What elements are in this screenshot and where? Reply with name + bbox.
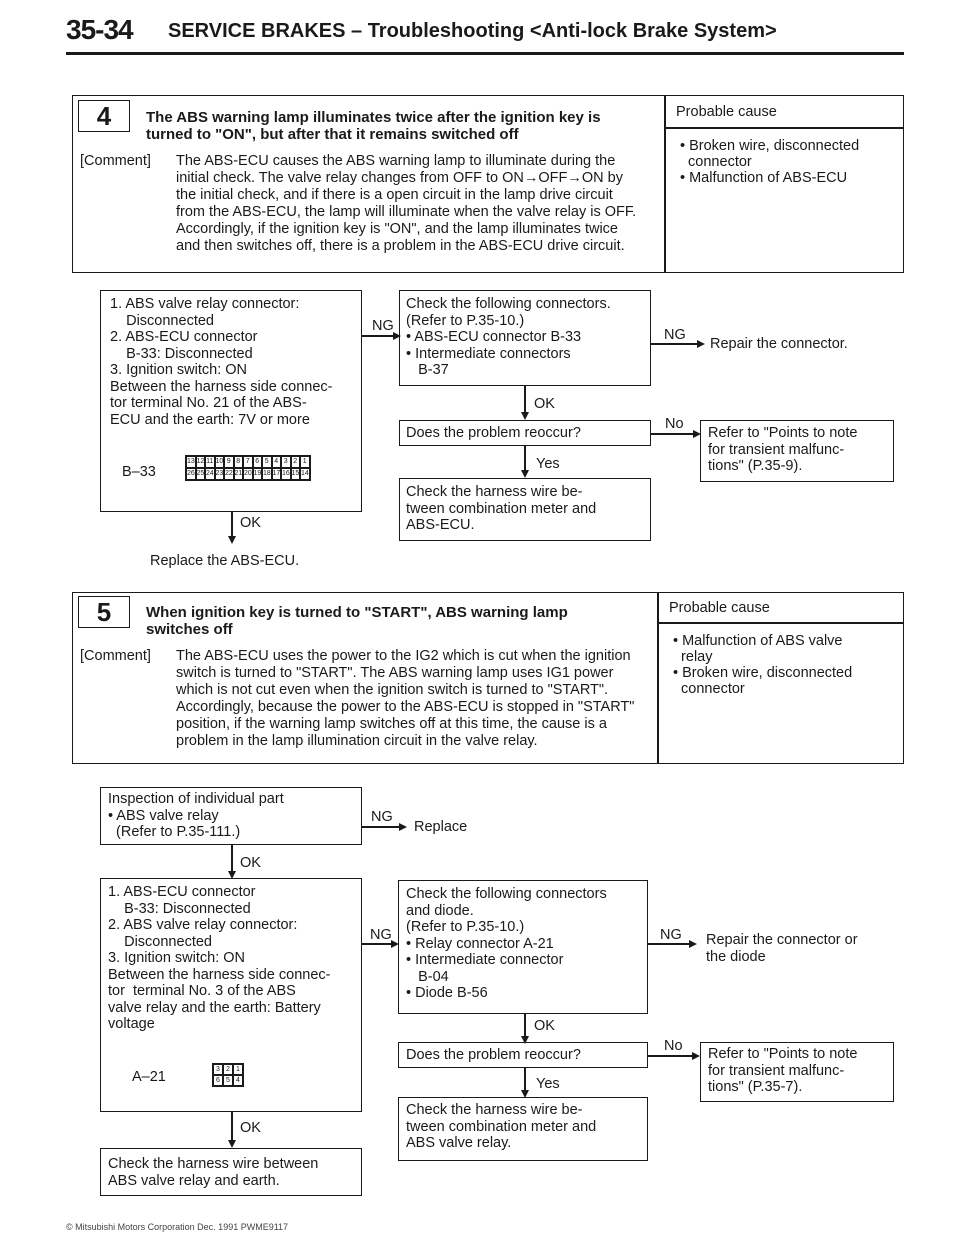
section4-badge: 4 bbox=[78, 100, 130, 132]
s5-no-arrow bbox=[692, 1052, 700, 1060]
s5-no-line bbox=[648, 1055, 695, 1057]
connector-terminal: 11 bbox=[205, 456, 215, 468]
s5-ng2-label: NG bbox=[370, 927, 392, 943]
flow-text-line: Check the following connectors. bbox=[406, 296, 611, 312]
connector-terminal: 12 bbox=[196, 456, 206, 468]
section4-probable-cause-title: Probable cause bbox=[676, 104, 777, 120]
flow-text-line: • Intermediate connectors bbox=[406, 345, 571, 362]
section5-cause-rule bbox=[657, 622, 904, 624]
flow-text-line: Disconnected bbox=[110, 312, 214, 329]
s5-ok1-label: OK bbox=[240, 855, 261, 871]
flow-text-line: Inspection of individual part bbox=[108, 791, 284, 807]
flow-text-line: B-33: Disconnected bbox=[108, 900, 251, 917]
section5-badge: 5 bbox=[78, 596, 130, 628]
s5-repair-diode: the diode bbox=[706, 949, 766, 965]
connector-terminal: 18 bbox=[262, 468, 272, 480]
s5-connector-label: A–21 bbox=[132, 1069, 166, 1085]
connector-terminal: 22 bbox=[224, 468, 234, 480]
flow-text-line: Check the harness wire be- bbox=[406, 1102, 583, 1118]
probable-cause-item: • Malfunction of ABS-ECU bbox=[680, 170, 848, 186]
connector-terminal: 9 bbox=[224, 456, 234, 468]
flow-text-line: tween combination meter and bbox=[406, 1118, 597, 1135]
flow-text-line: 1. ABS valve relay connector: bbox=[110, 296, 300, 312]
connector-terminal: 14 bbox=[300, 468, 310, 480]
flow-text-line: for transient malfunc- bbox=[708, 441, 845, 458]
comment-line: problem in the lamp illumination circuit in the valve relay. bbox=[176, 733, 538, 749]
s4-yes-label: Yes bbox=[536, 456, 560, 472]
s4-ok2-label: OK bbox=[534, 396, 555, 412]
s5-reoccur-question: Does the problem reoccur? bbox=[406, 1047, 581, 1063]
connector-terminal: 7 bbox=[243, 456, 253, 468]
connector-terminal: 10 bbox=[215, 456, 225, 468]
comment-line: Accordingly, if the ignition key is "ON", and the lamp illuminates twice bbox=[176, 221, 618, 237]
connector-terminal: 1 bbox=[233, 1064, 243, 1075]
probable-cause-item: • Malfunction of ABS valve bbox=[673, 633, 843, 649]
flow-text-line: tions" (P.35-9). bbox=[708, 458, 803, 474]
s4-yes-arrow bbox=[521, 470, 529, 478]
s4-ng1-label: NG bbox=[372, 318, 394, 334]
s5-replace: Replace bbox=[414, 819, 468, 835]
s5-repair-connector: Repair the connector or bbox=[706, 932, 858, 948]
flow-text-line: Disconnected bbox=[108, 933, 212, 950]
flow-text-line: (Refer to P.35-10.) bbox=[406, 919, 525, 935]
flow-text-line: and diode. bbox=[406, 902, 474, 919]
s5-ng1-label: NG bbox=[371, 809, 393, 825]
connector-terminal: 6 bbox=[213, 1075, 223, 1086]
page-number: 35-34 bbox=[66, 14, 133, 45]
flow-text-line: valve relay and the earth: Battery bbox=[108, 999, 321, 1016]
s4-ok2-arrow bbox=[521, 412, 529, 420]
s5-ok2-label: OK bbox=[240, 1120, 261, 1136]
flow-text-line: Between the harness side connec- bbox=[110, 378, 333, 395]
flow-text-line: tor terminal No. 21 of the ABS- bbox=[110, 395, 307, 411]
s5-ok2-arrow bbox=[228, 1140, 236, 1148]
section4-divider bbox=[664, 95, 666, 273]
flow-text-line: ABS-ECU. bbox=[406, 517, 475, 533]
connector-terminal: 5 bbox=[223, 1075, 233, 1086]
connector-terminal: 6 bbox=[253, 456, 263, 468]
connector-terminal: 20 bbox=[243, 468, 253, 480]
connector-terminal: 4 bbox=[272, 456, 282, 468]
connector-terminal: 26 bbox=[186, 468, 196, 480]
flow-text-line: • Relay connector A-21 bbox=[406, 935, 554, 952]
flow-text-line: • ABS-ECU connector B-33 bbox=[406, 329, 582, 345]
connector-terminal: 15 bbox=[291, 468, 301, 480]
footer-copyright: © Mitsubishi Motors Corporation Dec. 1991 PWME9117 bbox=[66, 1222, 289, 1232]
section5-probable-cause-title: Probable cause bbox=[669, 600, 770, 616]
flow-text-line: Check the harness wire between bbox=[108, 1156, 319, 1172]
s5-yes-label: Yes bbox=[536, 1076, 560, 1092]
flow-text-line: 3. Ignition switch: ON bbox=[110, 362, 247, 378]
connector-terminal: 3 bbox=[213, 1064, 223, 1075]
s4-no-label: No bbox=[665, 416, 684, 432]
s4-ng2-arrow bbox=[697, 340, 705, 348]
flow-text-line: B-04 bbox=[406, 968, 449, 985]
flow-text-line: (Refer to P.35-111.) bbox=[108, 824, 241, 840]
flow-text-line: Check the following connectors bbox=[406, 886, 607, 902]
s4-ng1-line bbox=[362, 335, 396, 337]
s5-ng3-arrow bbox=[689, 940, 697, 948]
s5-ng1-arrow bbox=[399, 823, 407, 831]
probable-cause-item: • Broken wire, disconnected bbox=[680, 138, 860, 154]
connector-terminal: 21 bbox=[234, 468, 244, 480]
comment-line: switch is turned to "START". The ABS warning lamp uses IG1 power bbox=[176, 665, 614, 681]
s5-ng3-label: NG bbox=[660, 927, 682, 943]
connector-terminal: 13 bbox=[186, 456, 196, 468]
s4-result-replace: Replace the ABS-ECU. bbox=[150, 553, 300, 569]
flow-text-line: 3. Ignition switch: ON bbox=[108, 950, 245, 966]
s4-repair-connector: Repair the connector. bbox=[710, 336, 848, 352]
page-title: SERVICE BRAKES – Troubleshooting <Anti-lock Brake System> bbox=[168, 20, 777, 42]
comment-line: Accordingly, because the power to the ABS-ECU is stopped in "START" bbox=[176, 699, 635, 715]
connector-terminal: 5 bbox=[262, 456, 272, 468]
comment-line: which is not cut even when the ignition switch is turned to "START". bbox=[176, 682, 609, 698]
connector-terminal: 24 bbox=[205, 468, 215, 480]
flow-text-line: ECU and the earth: 7V or more bbox=[110, 411, 310, 428]
s5-ok3-label: OK bbox=[534, 1018, 555, 1034]
flow-text-line: voltage bbox=[108, 1016, 155, 1032]
s4-ng2-label: NG bbox=[664, 327, 686, 343]
flow-text-line: ABS valve relay. bbox=[406, 1135, 512, 1151]
probable-cause-item: relay bbox=[673, 649, 713, 665]
s4-ok1-label: OK bbox=[240, 515, 261, 531]
s4-reoccur-question: Does the problem reoccur? bbox=[406, 425, 581, 441]
flow-text-line: for transient malfunc- bbox=[708, 1062, 845, 1079]
flow-text-line: tions" (P.35-7). bbox=[708, 1079, 803, 1095]
comment-line: The ABS-ECU uses the power to the IG2 which is cut when the ignition bbox=[176, 648, 631, 664]
connector-terminal: 2 bbox=[291, 456, 301, 468]
s5-no-label: No bbox=[664, 1038, 683, 1054]
flow-text-line: tor terminal No. 3 of the ABS bbox=[108, 983, 296, 999]
comment-line: and then switches off, there is a problem in the ABS-ECU drive circuit. bbox=[176, 238, 625, 254]
s5-ng1-line bbox=[362, 826, 402, 828]
connector-terminal: 23 bbox=[215, 468, 225, 480]
connector-terminal: 4 bbox=[233, 1075, 243, 1086]
connector-terminal: 17 bbox=[272, 468, 282, 480]
flow-text-line: • Diode B-56 bbox=[406, 985, 488, 1001]
s4-connector-b33 bbox=[185, 455, 311, 481]
comment-line: initial check. The valve relay changes from OFF to ON→OFF→ON by bbox=[176, 170, 623, 186]
probable-cause-item: connector bbox=[673, 681, 745, 697]
comment-line: the initial check, and if there is a open circuit in the lamp drive circuit bbox=[176, 187, 613, 203]
flow-text-line: 2. ABS-ECU connector bbox=[110, 329, 258, 345]
flow-text-line: Between the harness side connec- bbox=[108, 966, 331, 983]
flow-text-line: 2. ABS valve relay connector: bbox=[108, 917, 298, 933]
header-rule bbox=[66, 52, 904, 55]
section5-comment-label: [Comment] bbox=[80, 648, 151, 664]
flow-text-line: B-37 bbox=[406, 362, 449, 378]
flow-text-line: • ABS valve relay bbox=[108, 807, 219, 824]
flow-text-line: Refer to "Points to note bbox=[708, 1046, 858, 1062]
comment-line: The ABS-ECU causes the ABS warning lamp to illuminate during the bbox=[176, 153, 616, 169]
probable-cause-item: • Broken wire, disconnected bbox=[673, 665, 853, 681]
section4-comment-label: [Comment] bbox=[80, 153, 151, 169]
flow-text-line: (Refer to P.35-10.) bbox=[406, 312, 525, 329]
connector-terminal: 19 bbox=[253, 468, 263, 480]
connector-terminal: 8 bbox=[234, 456, 244, 468]
s5-connector-a21 bbox=[212, 1063, 244, 1087]
section4-heading-1: The ABS warning lamp illuminates twice after the ignition key is bbox=[146, 109, 601, 126]
probable-cause-item: connector bbox=[680, 154, 752, 170]
connector-terminal: 16 bbox=[281, 468, 291, 480]
connector-terminal: 1 bbox=[300, 456, 310, 468]
comment-line: from the ABS-ECU, the lamp will illuminate when the valve relay is OFF. bbox=[176, 204, 637, 220]
s4-no-line bbox=[651, 433, 696, 435]
section5-divider bbox=[657, 592, 659, 764]
section5-heading-1: When ignition key is turned to "START", ABS warning lamp bbox=[146, 604, 568, 621]
flow-text-line: 1. ABS-ECU connector bbox=[108, 884, 256, 900]
flow-text-line: Check the harness wire be- bbox=[406, 484, 583, 500]
comment-line: position, if the warning lamp switches off at this time, the cause is a bbox=[176, 716, 607, 732]
section5-heading-2: switches off bbox=[146, 621, 233, 638]
flow-text-line: • Intermediate connector bbox=[406, 952, 564, 968]
connector-terminal: 3 bbox=[281, 456, 291, 468]
flow-text-line: Refer to "Points to note bbox=[708, 425, 858, 441]
flow-text-line: tween combination meter and bbox=[406, 500, 597, 517]
section4-cause-rule bbox=[664, 127, 904, 129]
flow-text-line: B-33: Disconnected bbox=[110, 345, 253, 362]
connector-terminal: 25 bbox=[196, 468, 206, 480]
section4-heading-2: turned to "ON", but after that it remains switched off bbox=[146, 126, 519, 143]
s4-connector-label: B–33 bbox=[122, 464, 156, 480]
s5-ok1-line bbox=[231, 845, 233, 873]
s4-ok1-line bbox=[231, 512, 233, 538]
connector-terminal: 2 bbox=[223, 1064, 233, 1075]
s4-ok1-arrow bbox=[228, 536, 236, 544]
flow-text-line: ABS valve relay and earth. bbox=[108, 1172, 280, 1189]
